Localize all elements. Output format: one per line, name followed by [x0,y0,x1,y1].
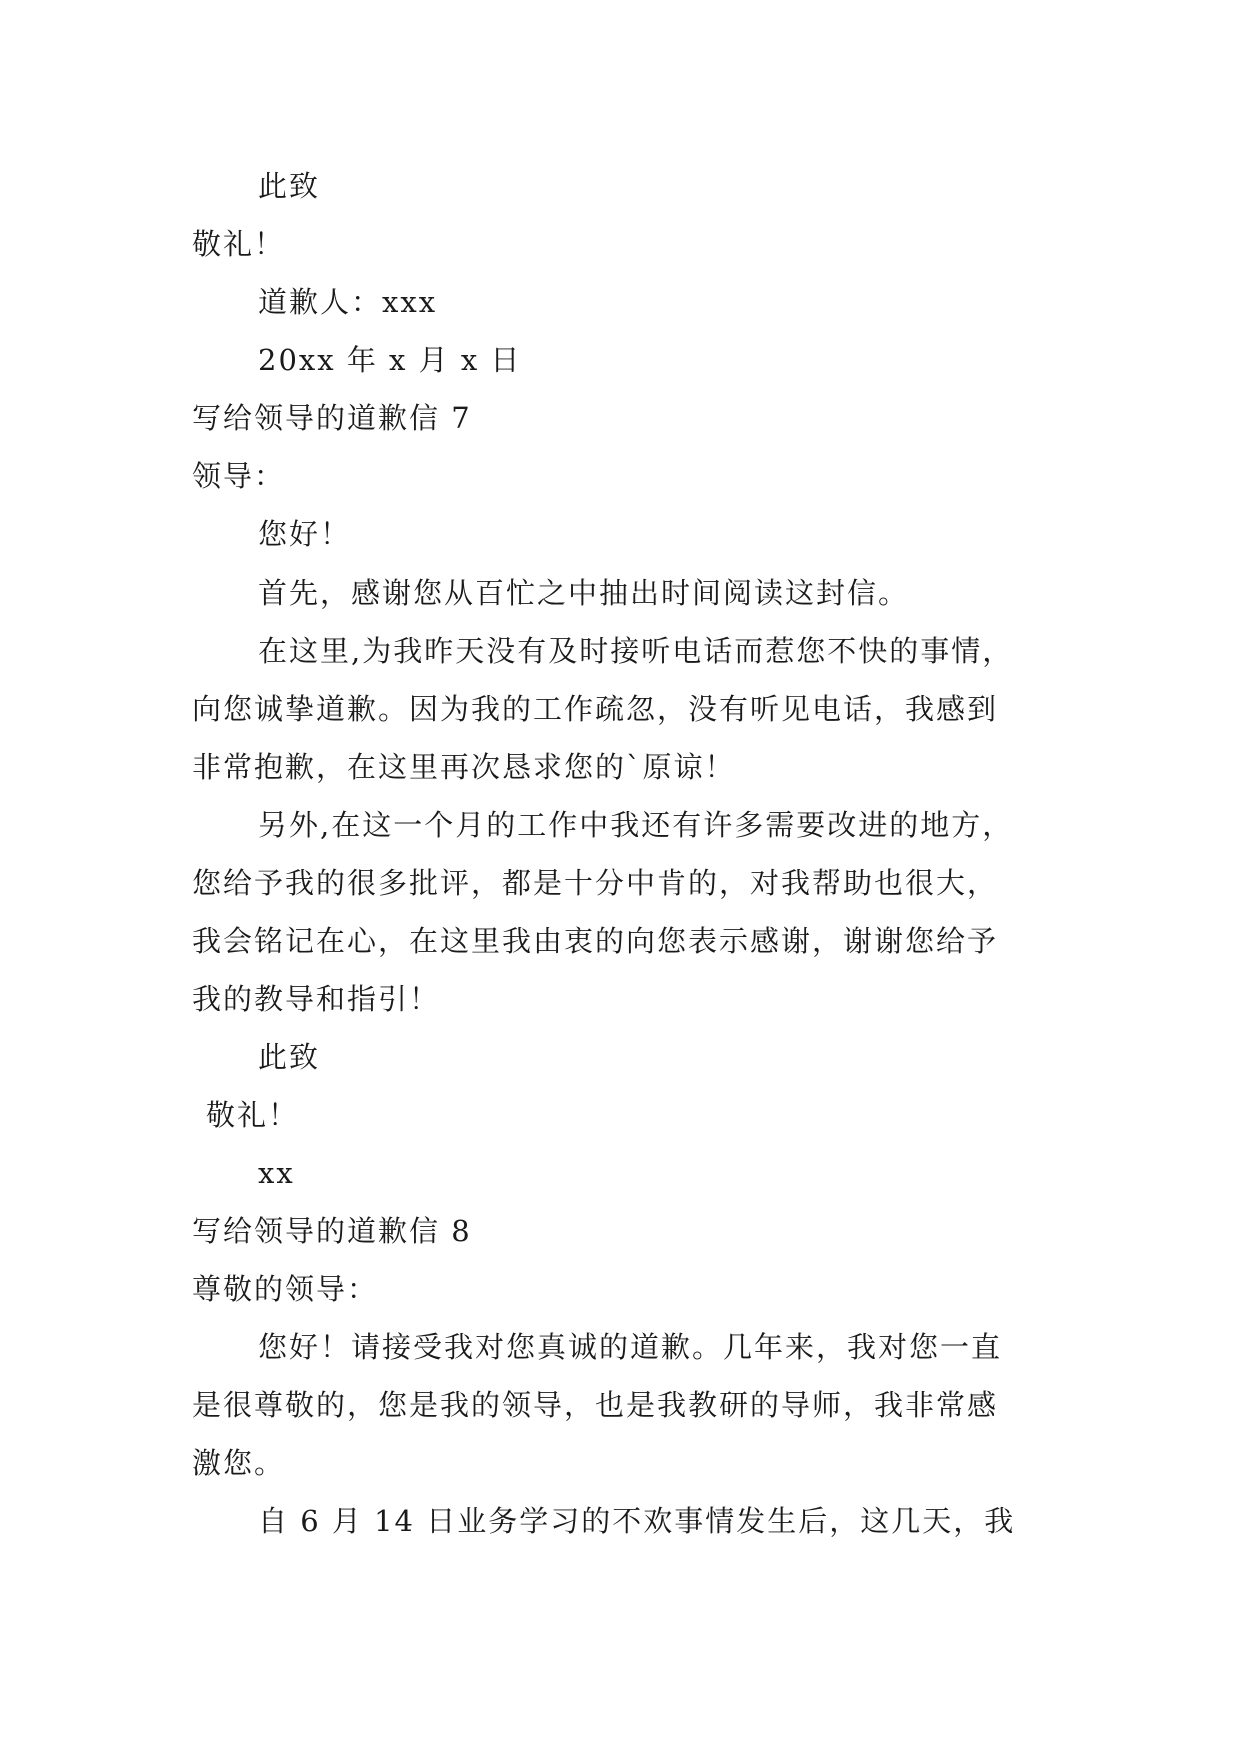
signature-name: 道歉人：xxx [258,285,438,319]
letter-7-paragraph-2-line-1: 在这里,为我昨天没有及时接听电话而惹您不快的事情， [258,634,1014,668]
letter-8-title: 写给领导的道歉信 8 [192,1214,472,1248]
letter-8-paragraph-1-line-2: 是很尊敬的，您是我的领导，也是我教研的导师，我非常感 [192,1388,999,1422]
letter-7-paragraph-2-line-2: 向您诚挚道歉。因为我的工作疏忽，没有听见电话，我感到 [192,692,999,726]
letter-7-title: 写给领导的道歉信 7 [192,401,472,435]
closing-jing-li: 敬礼！ [192,227,286,261]
letter-8-salutation: 尊敬的领导： [192,1272,379,1306]
signature-date: 20xx 年 x 月 x 日 [258,343,522,377]
letter-8-paragraph-1-line-3: 激您。 [192,1446,286,1480]
letter-7-salutation: 领导： [192,459,286,493]
letter-7-closing-jing-li: 敬礼！ [206,1098,300,1132]
letter-7-paragraph-1: 首先，感谢您从百忙之中抽出时间阅读这封信。 [258,576,910,610]
letter-7-paragraph-3-line-4: 我的教导和指引！ [192,982,441,1016]
letter-7-paragraph-3-line-2: 您给予我的很多批评，都是十分中肯的，对我帮助也很大， [192,866,999,900]
closing-ci-zhi: 此致 [258,169,321,203]
letter-7-paragraph-2-line-3: 非常抱歉，在这里再次恳求您的`原谅！ [192,750,736,784]
letter-8-paragraph-1-line-1: 您好！请接受我对您真诚的道歉。几年来，我对您一直 [258,1330,1003,1364]
letter-7-paragraph-3-line-1: 另外,在这一个月的工作中我还有许多需要改进的地方， [258,808,1014,842]
letter-7-signature: xx [258,1156,295,1190]
letter-7-closing-ci-zhi: 此致 [258,1040,321,1074]
letter-8-paragraph-2-line-1: 自 6 月 14 日业务学习的不欢事情发生后，这几天，我 [258,1504,1016,1538]
letter-7-paragraph-3-line-3: 我会铭记在心，在这里我由衷的向您表示感谢，谢谢您给予 [192,924,999,958]
letter-7-greeting: 您好！ [258,517,352,551]
